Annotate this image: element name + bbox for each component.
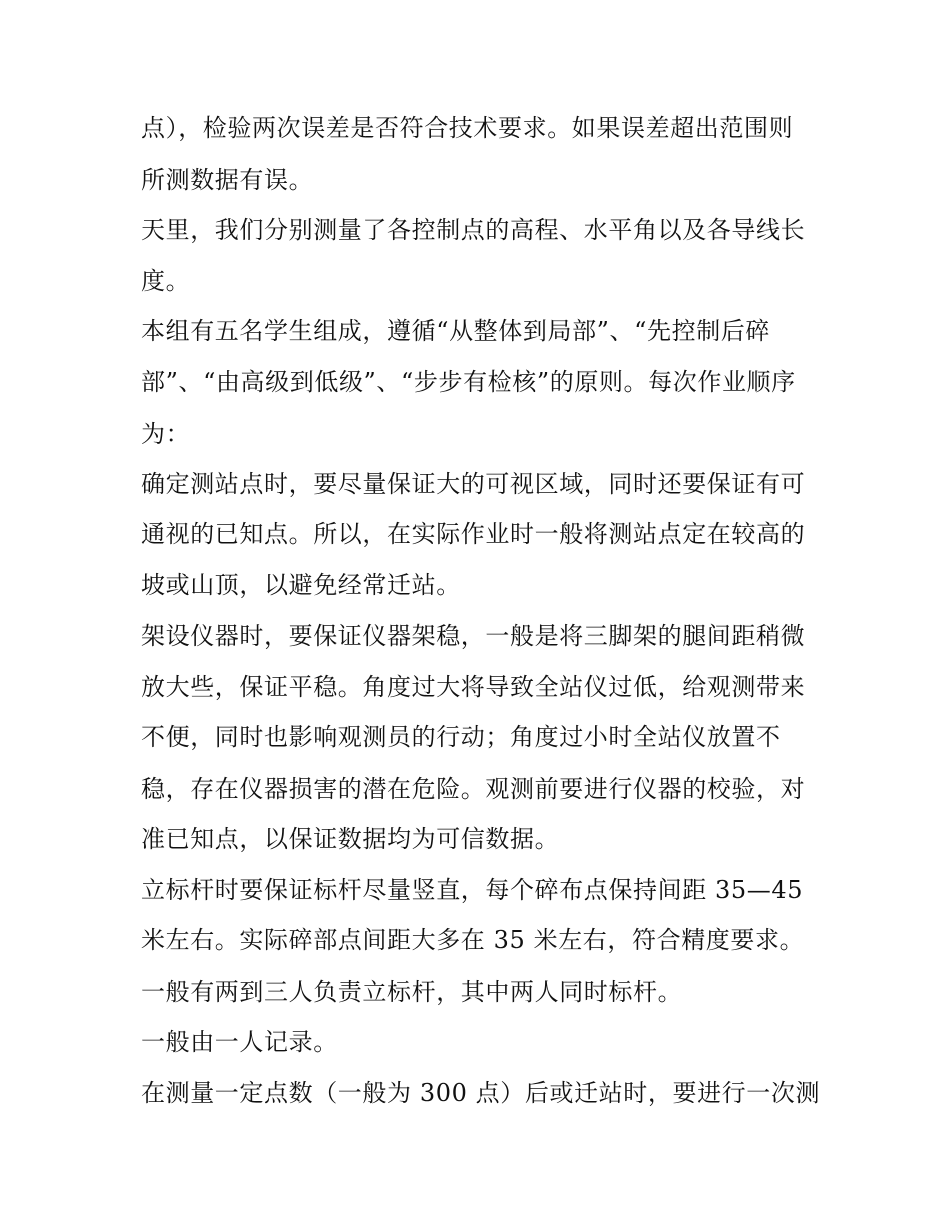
text-line-18: 一般有两到三人负责立标杆，其中两人同时标杆。: [141, 978, 683, 1006]
text-line-6: 部”、“由高级到低级”、“步步有检核”的原则。每次作业顺序: [141, 368, 796, 396]
text-line-5: 本组有五名学生组成，遵循“从整体到局部”、“先控制后碎: [141, 317, 771, 345]
text-line-13: 不便，同时也影响观测员的行动；角度过小时全站仪放置不: [141, 723, 781, 751]
text-line-17: 米左右。实际碎部点间距大多在 35 米左右，符合精度要求。: [141, 926, 805, 954]
text-line-15: 准已知点，以保证数据均为可信数据。: [141, 825, 560, 853]
text-line-16: 立标杆时要保证标杆尽量竖直，每个碎布点保持间距 35—45: [141, 876, 804, 904]
text-line-14: 稳，存在仪器损害的潜在危险。观测前要进行仪器的校验，对: [141, 775, 806, 803]
text-line-19: 一般由一人记录。: [141, 1028, 338, 1056]
text-line-11: 架设仪器时，要保证仪器架稳，一般是将三脚架的腿间距稍微: [141, 622, 806, 650]
text-line-20: 在测量一定点数（一般为 300 点）后或迁站时，要进行一次测: [141, 1079, 821, 1107]
text-line-10: 坡或山顶，以避免经常迁站。: [141, 571, 461, 599]
text-line-9: 通视的已知点。所以，在实际作业时一般将测站点定在较高的: [141, 520, 806, 548]
text-line-1: 点），检验两次误差是否符合技术要求。如果误差超出范围则: [141, 114, 794, 142]
text-line-2: 所测数据有误。: [141, 166, 314, 194]
text-line-3: 天里，我们分别测量了各控制点的高程、水平角以及各导线长: [141, 216, 806, 244]
text-line-7: 为：: [141, 420, 191, 448]
text-line-12: 放大些，保证平稳。角度过大将导致全站仪过低，给观测带来: [141, 673, 806, 701]
text-line-4: 度。: [141, 267, 191, 295]
text-line-8: 确定测站点时，要尽量保证大的可视区域，同时还要保证有可: [141, 470, 806, 498]
